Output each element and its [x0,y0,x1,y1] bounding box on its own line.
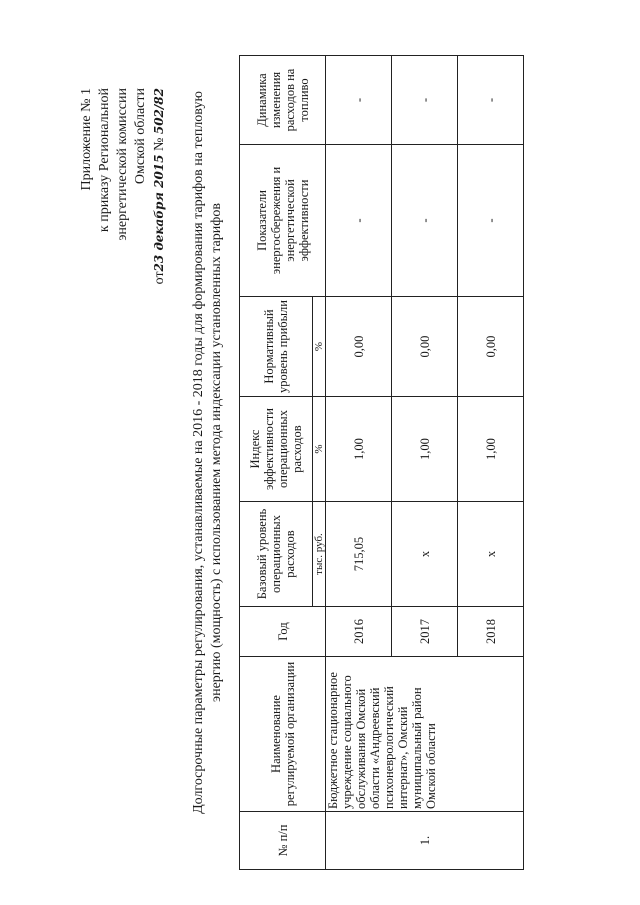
appendix-line-2: к приказу Региональной [97,88,112,233]
appendix-line-1: Приложение № 1 [79,88,94,191]
fuel-cell: - [392,56,458,145]
handwritten-number: 502/82 [152,88,166,135]
fuel-cell: - [326,56,392,145]
index-cell: 1,00 [458,397,524,502]
profit-cell: 0,00 [326,297,392,397]
profit-cell: 0,00 [458,297,524,397]
title-line-1: Долгосрочные параметры регулирования, устанавливаемые на 2016 - 2018 годы для формирования тарифов на тепловую [191,91,206,814]
unit-profit: % [313,297,326,397]
header-efficiency-index: Индекс эффективности операционных расходов [240,397,313,502]
unit-base: тыс. руб. [313,502,326,607]
number-prefix: № [152,137,167,151]
title-line-2: энергию (мощность) с использованием метода индексации установленных тарифов [209,203,224,702]
profit-cell: 0,00 [392,297,458,397]
header-row [240,56,313,870]
row-number: 1. [326,812,524,870]
appendix-date-line [150,88,169,328]
header-year: Год [240,607,326,657]
parameters-table [239,55,524,870]
header-base-level: Базовый уровень операционных расходов [240,502,313,607]
index-cell: 1,00 [326,397,392,502]
header-energy-saving: Показатели энергосбережения и энергетической эффективности [240,145,326,297]
energy-cell: - [326,145,392,297]
year-cell: 2017 [392,607,458,657]
year-cell: 2016 [326,607,392,657]
document-title [190,30,226,875]
fuel-cell: - [458,56,524,145]
handwritten-date: 23 декабря 2015 [152,154,166,272]
appendix-block [78,88,169,328]
header-profit-level: Нормативный уровень прибыли [240,297,313,397]
organization-name: Бюджетное стационарное учреждение социального обслуживания Омской области «Андреевский психоневрологический интернат», Омский муниципальный район Омской области [326,657,524,812]
appendix-line-3: энергетической комиссии [115,88,130,241]
appendix-line-4: Омской области [133,88,148,185]
energy-cell: - [458,145,524,297]
index-cell: 1,00 [392,397,458,502]
energy-cell: - [392,145,458,297]
unit-index: % [313,397,326,502]
header-fuel-dynamics: Динамика изменения расходов на топливо [240,56,326,145]
base-cell: 715,05 [326,502,392,607]
base-cell: х [392,502,458,607]
date-prefix: от [152,271,167,285]
header-organization: Наименование регулируемой организации [240,657,326,812]
base-cell: х [458,502,524,607]
table-row [326,56,392,870]
year-cell: 2018 [458,607,524,657]
header-number: № п/п [240,812,326,870]
